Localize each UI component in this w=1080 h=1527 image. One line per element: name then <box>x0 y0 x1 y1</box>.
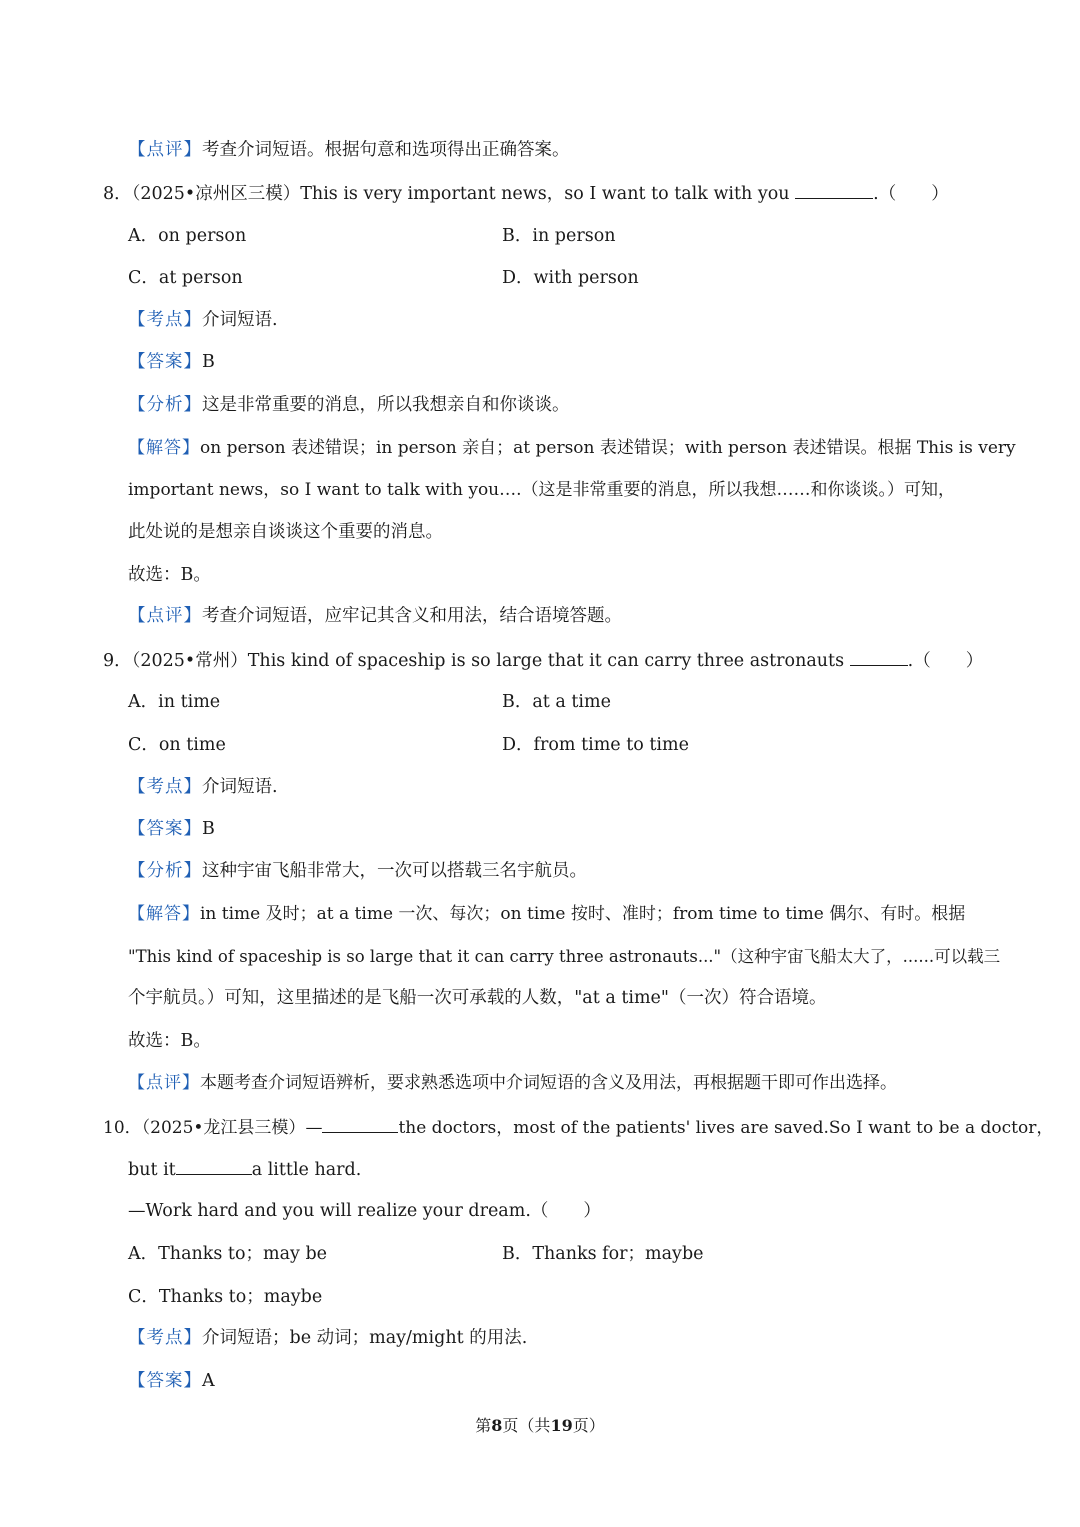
question-source: （2025•龙江县三模） <box>141 1118 306 1138</box>
page-footer <box>0 1414 1080 1438</box>
analysis <box>128 858 980 884</box>
question-number: 10． <box>103 1118 142 1138</box>
option-b: B．at a time <box>502 692 611 712</box>
footer-text: 页） <box>572 1416 605 1435</box>
point-tag: 【考点】 <box>128 1328 202 1348</box>
question-text: but it <box>128 1160 176 1180</box>
footer-text: 页（共 <box>502 1416 551 1435</box>
knowledge-point <box>128 307 980 333</box>
solution-line-3: 此处说的是想亲自谈谈这个重要的消息。 <box>128 522 443 542</box>
solution-tag: 【解答】 <box>128 904 200 924</box>
solution-line-2: "This kind of spaceship is so large that it can carry three astronauts..."（这种宇宙飞船太大了，......可以载三 <box>128 947 1001 966</box>
comment-text: 考查介词短语，应牢记其含义和用法，结合语境答题。 <box>202 606 622 626</box>
option-d: D．from time to time <box>502 735 689 755</box>
question-text: the doctors，most of the patients' lives are saved.So I want to be a doctor， <box>398 1118 1054 1138</box>
answer <box>128 816 980 842</box>
question-text: This kind of spaceship is so large that it can carry three astronauts <box>247 651 850 671</box>
answer-text: B <box>202 352 215 372</box>
analysis-tag: 【分析】 <box>128 395 202 415</box>
answer-tag: 【答案】 <box>128 819 202 839</box>
option-a: A．on person <box>128 226 247 246</box>
point-tag: 【考点】 <box>128 777 202 797</box>
question-8-stem <box>103 180 980 207</box>
option-c: C．on time <box>128 735 226 755</box>
question-source: （2025•常州） <box>131 651 248 671</box>
option-c: C．Thanks to；maybe <box>128 1287 323 1307</box>
question-number: 9． <box>103 651 132 671</box>
answer <box>128 1368 980 1394</box>
choice-result: 故选：B。 <box>128 1031 211 1051</box>
answer-blank <box>850 647 908 666</box>
question-10-stem-3: —Work hard and you will realize your dream.（ ） <box>128 1201 601 1221</box>
answer-blank-2 <box>176 1156 252 1175</box>
comment-text: 本题考查介词短语辨析，要求熟悉选项中介词短语的含义及用法，再根据题干即可作出选择。 <box>200 1073 897 1093</box>
answer-tag: 【答案】 <box>128 1371 202 1391</box>
point-text: 介词短语；be 动词；may/might 的用法. <box>202 1328 528 1348</box>
analysis-tag: 【分析】 <box>128 861 202 881</box>
answer-blank-1 <box>322 1114 398 1133</box>
comment <box>128 603 980 629</box>
option-b: B．Thanks for；maybe <box>502 1244 704 1264</box>
comment <box>128 1070 980 1096</box>
comment-tag: 【点评】 <box>128 140 202 160</box>
option-c: C．at person <box>128 268 243 288</box>
question-text-end: .（ ） <box>907 651 984 671</box>
analysis-text: 这种宇宙飞船非常大，一次可以搭载三名宇航员。 <box>202 861 587 881</box>
question-10-stem-2 <box>128 1156 980 1183</box>
analysis-text: 这是非常重要的消息，所以我想亲自和你谈谈。 <box>202 395 570 415</box>
question-text-end: .（ ） <box>873 184 949 204</box>
comment-text: 考查介词短语。根据句意和选项得出正确答案。 <box>202 140 570 160</box>
option-a: A．in time <box>128 692 221 712</box>
point-tag: 【考点】 <box>128 310 202 330</box>
total-pages: 19 <box>550 1416 573 1435</box>
point-text: 介词短语. <box>202 310 278 330</box>
question-text: — <box>305 1118 323 1138</box>
question-10-stem <box>103 1114 1054 1141</box>
option-a: A．Thanks to；may be <box>128 1244 328 1264</box>
answer-blank <box>795 180 873 199</box>
question-number: 8． <box>103 184 132 204</box>
solution-line-1 <box>128 901 980 927</box>
footer-text: 第 <box>475 1416 492 1435</box>
solution-line-1 <box>128 435 1016 461</box>
question-source: （2025•凉州区三模） <box>131 184 301 204</box>
option-b: B．in person <box>502 226 616 246</box>
comment-prev <box>128 137 980 163</box>
solution-line-3: 个宇航员。）可知，这里描述的是飞船一次可承载的人数，"at a time"（一次）符合语境。 <box>128 988 827 1008</box>
solution-line-2: important news，so I want to talk with you….（这是非常重要的消息，所以我想……和你谈谈。）可知， <box>128 480 956 500</box>
solution-tag: 【解答】 <box>128 438 200 458</box>
comment-tag: 【点评】 <box>128 1073 200 1093</box>
choice-result: 故选：B。 <box>128 565 211 585</box>
answer-tag: 【答案】 <box>128 352 202 372</box>
question-text: a little hard. <box>251 1160 362 1180</box>
question-9-stem <box>103 647 984 674</box>
comment-tag: 【点评】 <box>128 606 202 626</box>
question-text: This is very important news，so I want to talk with you <box>300 184 796 204</box>
solution-text: in time 及时；at a time 一次、每次；on time 按时、准时；from time to time 偶尔、有时。根据 <box>200 904 966 924</box>
analysis <box>128 392 980 418</box>
answer <box>128 349 980 375</box>
answer-text: B <box>202 819 215 839</box>
knowledge-point <box>128 1325 980 1351</box>
page-number: 8 <box>491 1416 503 1435</box>
knowledge-point <box>128 774 980 800</box>
option-d: D．with person <box>502 268 639 288</box>
point-text: 介词短语. <box>202 777 278 797</box>
solution-text: on person 表述错误；in person 亲自；at person 表述错误；with person 表述错误。根据 This is very <box>200 438 1016 458</box>
answer-text: A <box>202 1371 215 1391</box>
